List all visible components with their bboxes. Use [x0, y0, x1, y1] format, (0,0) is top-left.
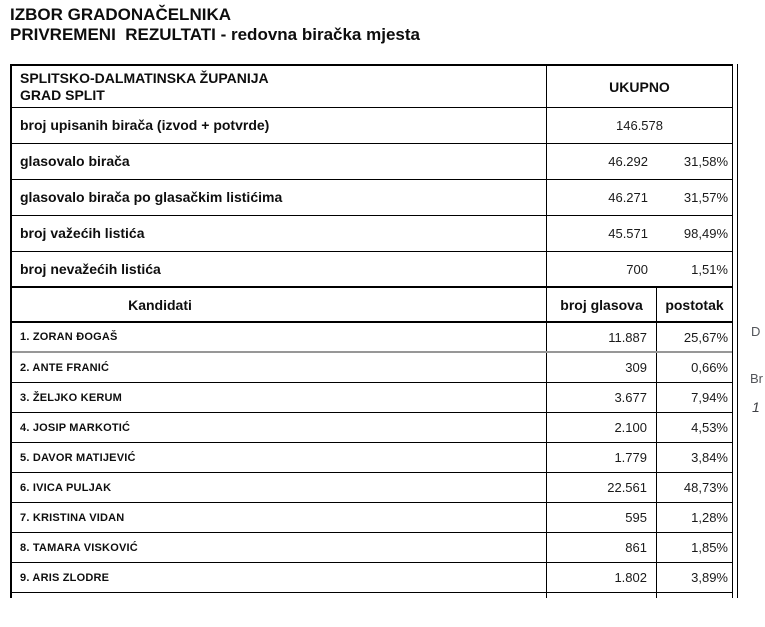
- candidate-name: 8. TAMARA VISKOVIĆ: [20, 541, 138, 554]
- candidate-percent: 1,28%: [691, 510, 728, 525]
- total-column-header: UKUPNO: [609, 78, 670, 95]
- summary-row-value: 700: [626, 261, 648, 277]
- summary-row: [12, 180, 732, 216]
- candidate-votes: 22.561: [547, 473, 657, 502]
- table-right-double-border: [737, 64, 738, 598]
- candidate-name: 5. DAVOR MATIJEVIĆ: [20, 451, 136, 464]
- candidate-row: [12, 473, 732, 503]
- page-title-line1: IZBOR GRADONAČELNIKA: [10, 5, 231, 24]
- votes-column-header: broj glasova: [547, 288, 657, 321]
- candidate-row: [12, 353, 732, 383]
- candidates-header-cell: [12, 288, 547, 321]
- candidate-votes: 1.802: [547, 563, 657, 592]
- candidate-percent: 7,94%: [691, 390, 728, 405]
- page-title-line2: PRIVREMENI REZULTATI - redovna biračka mjesta: [10, 25, 420, 44]
- candidate-row: [12, 383, 732, 413]
- summary-row-value: 46.292: [608, 154, 648, 169]
- candidate-row: [12, 503, 732, 533]
- candidate-percent: 1,85%: [691, 540, 728, 555]
- candidate-name: 4. JOSIP MARKOTIĆ: [20, 421, 131, 434]
- region-header-cell: [12, 66, 547, 107]
- candidate-name: 6. IVICA PULJAK: [20, 481, 112, 494]
- candidate-name: 1. ZORAN ĐOGAŠ: [20, 331, 118, 343]
- partial-cutoff-row: [12, 593, 732, 598]
- summary-rows-mount: [12, 108, 732, 288]
- candidate-name: 2. ANTE FRANIĆ: [20, 361, 110, 374]
- candidate-percent: 4,53%: [691, 420, 728, 435]
- candidate-votes: 861: [547, 533, 657, 562]
- region-name-line2: GRAD SPLIT: [20, 86, 105, 103]
- candidate-votes: 3.677: [547, 383, 657, 412]
- candidate-row: [12, 323, 732, 353]
- percent-column-header: postotak: [665, 296, 724, 313]
- candidate-percent: 25,67%: [683, 329, 728, 345]
- summary-row-percent: 98,49%: [683, 226, 728, 241]
- candidate-name: 7. KRISTINA VIDAN: [20, 511, 125, 524]
- summary-row-value: 45.571: [608, 226, 648, 241]
- summary-row: [12, 252, 732, 288]
- summary-row-percent: 1,51%: [691, 261, 728, 277]
- candidate-name: 3. ŽELJKO KERUM: [20, 391, 123, 404]
- candidate-rows-mount: [12, 323, 732, 593]
- summary-row-label: glasovalo birača: [20, 153, 130, 169]
- page-title: [10, 5, 420, 45]
- summary-row: [12, 216, 732, 252]
- region-name-line1: SPLITSKO-DALMATINSKA ŽUPANIJA: [20, 69, 269, 86]
- summary-row-value: 146.578: [616, 118, 663, 133]
- candidate-votes: 595: [547, 503, 657, 532]
- candidate-votes: 11.887: [547, 323, 657, 351]
- table-header-row: [12, 66, 732, 108]
- candidate-percent: 0,66%: [691, 360, 728, 375]
- summary-row-value: 46.271: [608, 190, 648, 205]
- summary-row: [12, 144, 732, 180]
- candidate-row: [12, 563, 732, 593]
- candidates-header-row: [12, 288, 732, 323]
- candidate-name: 9. ARIS ZLODRE: [20, 571, 110, 584]
- candidate-votes: 1.779: [547, 443, 657, 472]
- candidate-row: [12, 533, 732, 563]
- candidates-column-header: Kandidati: [128, 296, 192, 313]
- candidate-percent: 3,84%: [691, 450, 728, 465]
- election-results-table: [10, 64, 733, 598]
- summary-row-label: broj važećih listića: [20, 225, 145, 241]
- candidate-votes: 309: [547, 353, 657, 382]
- edge-text-fragment-bottom: 1: [752, 399, 760, 415]
- edge-text-fragment-top: D: [751, 324, 761, 339]
- candidate-row: [12, 413, 732, 443]
- candidate-votes: 2.100: [547, 413, 657, 442]
- edge-text-fragment-middle: Br: [750, 371, 763, 386]
- candidate-row: [12, 443, 732, 473]
- summary-row-label: glasovalo birača po glasačkim listićima: [20, 189, 283, 205]
- candidate-percent: 48,73%: [683, 480, 728, 495]
- summary-row-label: broj nevažećih listića: [20, 260, 161, 277]
- summary-row-label: broj upisanih birača (izvod + potvrde): [20, 117, 270, 133]
- candidate-percent: 3,89%: [691, 570, 728, 585]
- summary-row-percent: 31,58%: [683, 154, 728, 169]
- summary-row-percent: 31,57%: [683, 190, 728, 205]
- summary-row: [12, 108, 732, 144]
